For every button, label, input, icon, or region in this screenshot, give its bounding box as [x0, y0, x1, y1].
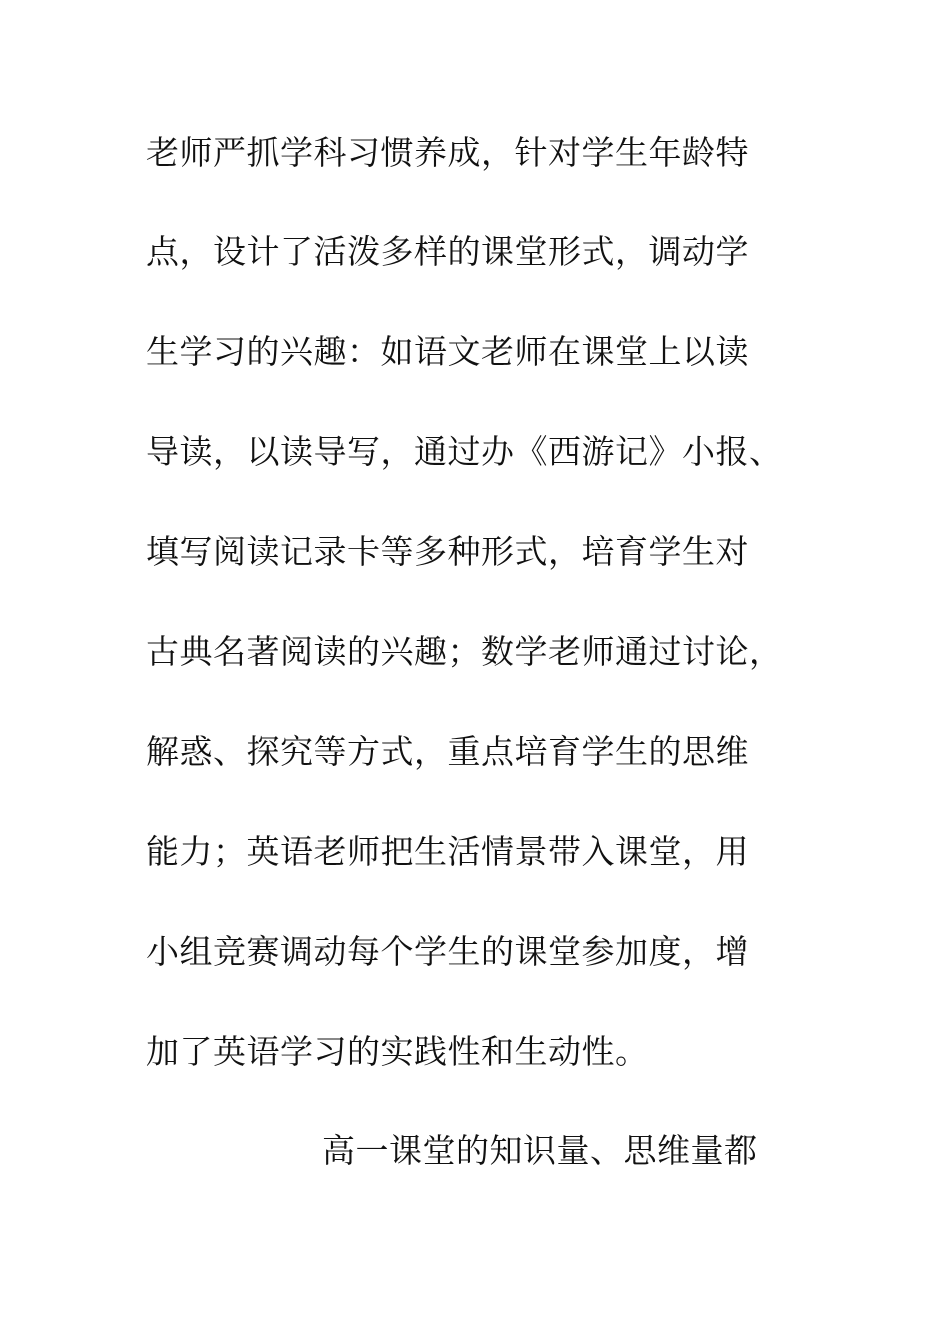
paragraph-line: 点，设计了活泼多样的课堂形式，调动学 — [146, 232, 749, 271]
new-paragraph-line: 高一课堂的知识量、思维量都 — [322, 1131, 758, 1170]
paragraph-line: 生学习的兴趣：如语文老师在课堂上以读 — [146, 332, 749, 371]
paragraph-line: 导读，以读导写，通过办《西游记》小报、 — [146, 432, 783, 471]
paragraph-line: 小组竞赛调动每个学生的课堂参加度，增 — [146, 932, 749, 971]
paragraph-line: 能力；英语老师把生活情景带入课堂，用 — [146, 832, 749, 871]
paragraph-line: 老师严抓学科习惯养成，针对学生年龄特 — [146, 133, 749, 172]
paragraph-line: 填写阅读记录卡等多种形式，培育学生对 — [146, 532, 749, 571]
paragraph-line: 加了英语学习的实践性和生动性。 — [146, 1032, 649, 1071]
paragraph-line: 解惑、探究等方式，重点培育学生的思维 — [146, 732, 749, 771]
paragraph-line: 古典名著阅读的兴趣；数学老师通过讨论， — [146, 632, 783, 671]
